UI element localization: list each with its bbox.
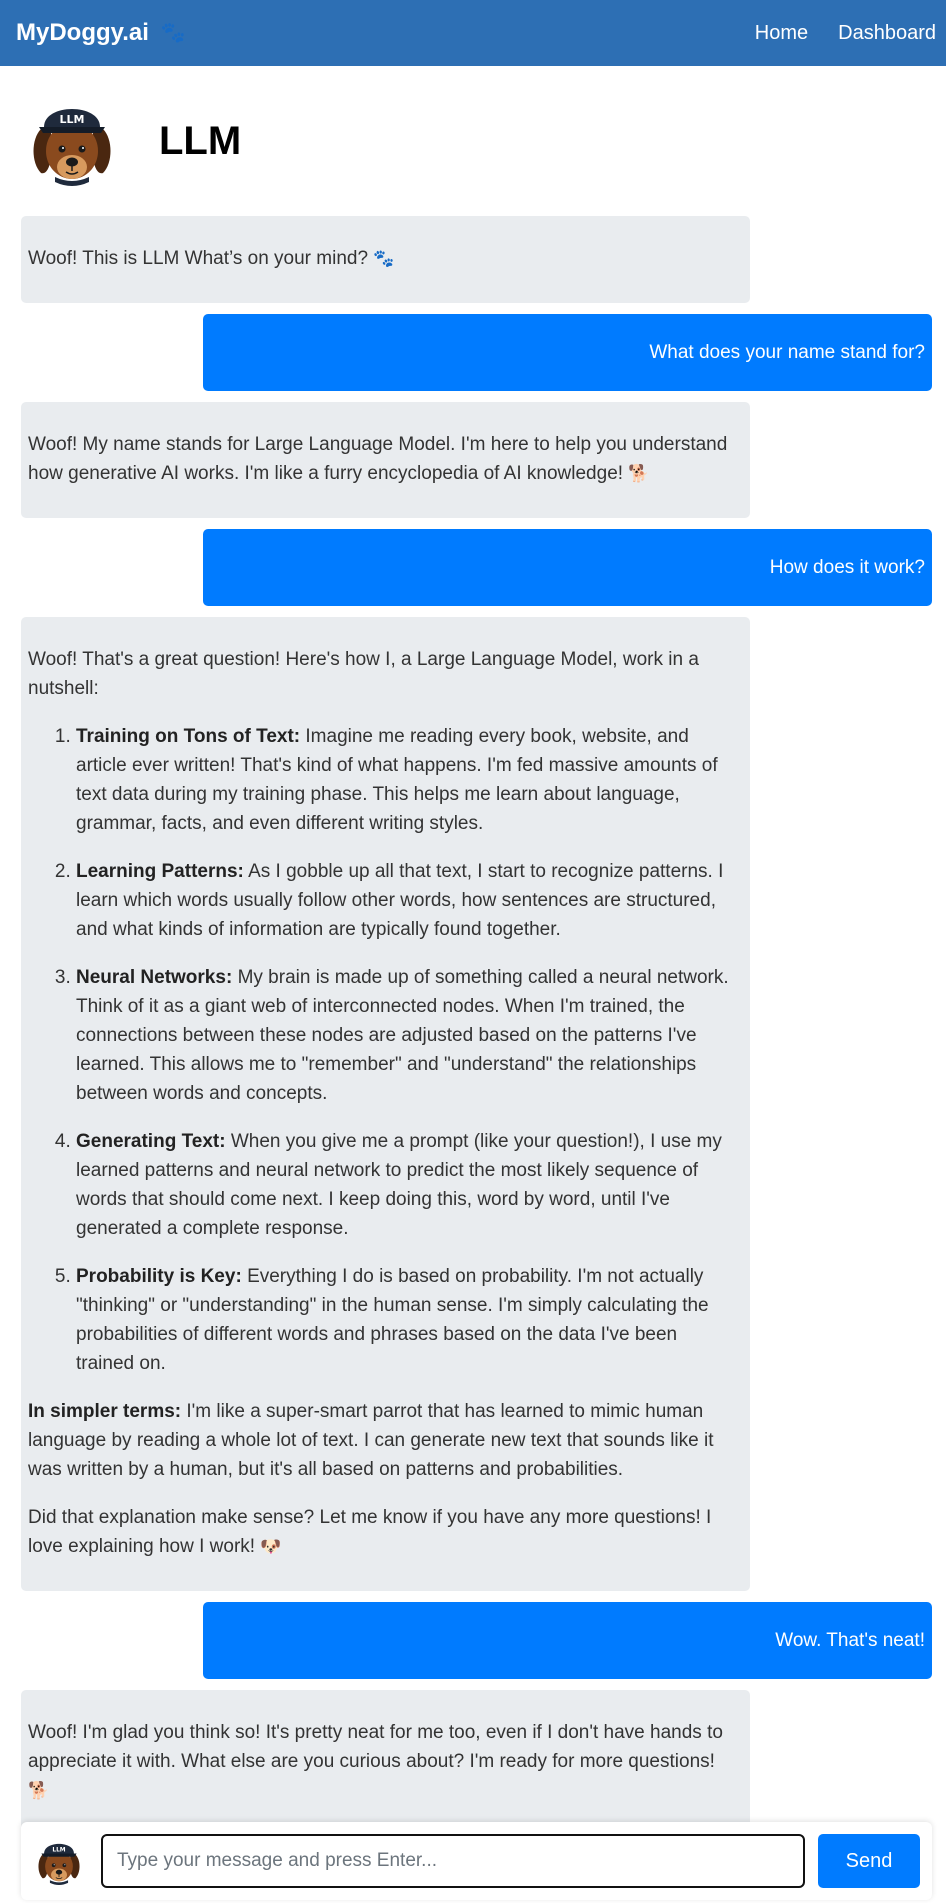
list-item-text: My brain is made up of something called a neural network. Think of it as a giant web of interconnected nodes. When I'm trained, the connections between these nodes are adjusted based on the patterns I've learned. This allows me to "remember" and "understand" the relationships between words and concepts. (76, 967, 729, 1104)
paw-icon: 🐾 (160, 22, 186, 44)
dog-name-title: LLM (159, 118, 242, 163)
list-item (76, 1262, 736, 1378)
list-item-title: Probability is Key: (76, 1266, 242, 1287)
dog-profile-header (0, 66, 946, 216)
explanation-list (28, 722, 736, 1378)
bot-message-explanation (21, 617, 750, 1591)
list-item-text: Imagine me reading every book, website, and article ever written! That's kind of what happens. I'm fed massive amounts of text data during my training phase. This helps me learn about language, grammar, facts, and even different writing styles. (76, 726, 718, 834)
user-message (203, 314, 932, 391)
dog-avatar-icon (27, 91, 117, 191)
nav-link-dashboard[interactable]: Dashboard (838, 21, 936, 44)
dog-emoji-icon: 🐕 (628, 464, 650, 484)
list-item (76, 963, 736, 1108)
message-text: Woof! I'm glad you think so! It's pretty neat for me too, even if I don't have hands to appreciate it with. What else are you curious about? I'm ready for more questions! (28, 1722, 723, 1772)
user-message (203, 529, 932, 606)
message-closing (28, 1503, 736, 1562)
chat-log (0, 216, 946, 1835)
list-item-text: When you give me a prompt (like your question!), I use my learned patterns and neural network to predict the most likely sequence of words that should come next. I keep doing this, word by word, until I've generated a complete response. (76, 1131, 722, 1239)
summary-text: I'm like a super-smart parrot that has learned to mimic human language by reading a whole lot of text. I can generate new text that sounds like it was written by a human, but it's all based on patterns and probabilities. (28, 1401, 714, 1480)
nav-links (755, 22, 936, 45)
dog-avatar-icon (35, 1833, 83, 1889)
brand[interactable] (16, 19, 186, 47)
message-text: Woof! My name stands for Large Language Model. I'm here to help you understand how generative AI works. I'm like a furry encyclopedia of AI knowledge! (28, 434, 728, 484)
dog-face-emoji-icon: 🐶 (260, 1537, 282, 1557)
list-item (76, 1127, 736, 1243)
list-item-title: Neural Networks: (76, 967, 233, 988)
bot-message (21, 402, 750, 518)
list-item (76, 722, 736, 838)
dog-emoji-icon: 🐕 (28, 1781, 50, 1801)
list-item (76, 857, 736, 944)
list-item-text: Everything I do is based on probability. I'm not actually "thinking" or "understanding" in the human sense. I'm simply calculating the probabilities of different words and phrases based on the data I've been trained on. (76, 1266, 709, 1374)
top-navbar (0, 0, 946, 66)
closing-text: Did that explanation make sense? Let me know if you have any more questions! I love explaining how I work! (28, 1507, 712, 1557)
user-message (203, 1602, 932, 1679)
message-text: Woof! This is LLM What’s on your mind? (28, 248, 369, 269)
brand-title[interactable]: MyDoggy.ai (16, 19, 149, 46)
bot-message (21, 1690, 750, 1835)
paw-emoji-icon: 🐾 (373, 249, 395, 269)
nav-link-home[interactable]: Home (754, 21, 809, 44)
message-input[interactable] (101, 1834, 805, 1888)
list-item-title: Learning Patterns: (76, 861, 244, 882)
message-text: How does it work? (769, 557, 925, 578)
message-text: Wow. That's neat! (775, 1630, 925, 1651)
send-button[interactable]: Send (818, 1834, 920, 1888)
list-item-title: Generating Text: (76, 1131, 226, 1152)
list-item-title: Training on Tons of Text: (76, 726, 301, 747)
message-intro: Woof! That's a great question! Here's how I, a Large Language Model, work in a nutshell: (28, 649, 699, 699)
bot-message (21, 216, 750, 303)
list-item-text: As I gobble up all that text, I start to recognize patterns. I learn which words usually follow other words, how sentences are structured, and what kinds of information are typically found together. (76, 861, 724, 940)
message-text: What does your name stand for? (649, 342, 925, 363)
message-composer (21, 1822, 932, 1900)
summary-title: In simpler terms: (28, 1401, 182, 1422)
message-summary (28, 1397, 736, 1484)
